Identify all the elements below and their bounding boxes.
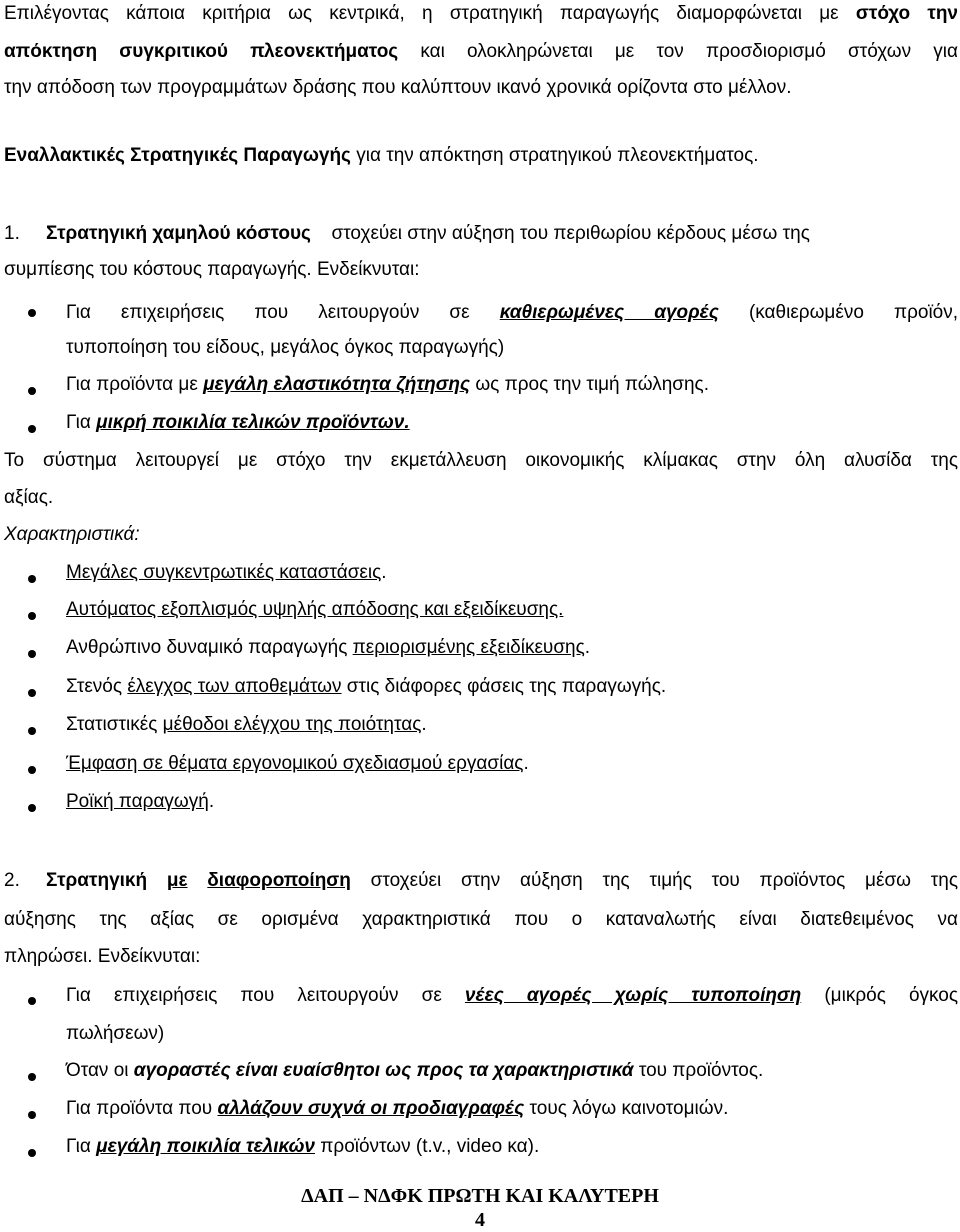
underlined: περιορισμένης εξειδίκευσης (352, 637, 585, 658)
emphasis: αλλάζουν συχνά οι προδιαγραφές (217, 1098, 525, 1119)
bullet-icon (28, 804, 36, 812)
text: στις διάφορες φάσεις της παραγωγής. (346, 676, 667, 697)
section-heading (4, 144, 958, 168)
s2-text: στοχεύει στην αύξηση της τιμής του προϊόντος μέσω της (370, 870, 958, 891)
bullet-text (66, 411, 958, 435)
text: και ολοκληρώνεται με τον προσδιορισμό στόχων για (420, 41, 958, 62)
heading-bold: Εναλλακτικές Στρατηγικές Παραγωγής (4, 145, 351, 166)
s2-number: 2. (4, 870, 20, 891)
text: ως προς την τιμή πώλησης. (475, 374, 709, 395)
bullet-icon (28, 650, 36, 658)
emphasis: μεγάλη ποικιλία τελικών (96, 1136, 315, 1157)
footer-title: ΔΑΠ – ΝΔΦΚ ΠΡΩΤΗ ΚΑΙ ΚΑΛΥΤΕΡΗ (301, 1185, 659, 1207)
emphasis: απόκτηση συγκριτικού πλεονεκτήματος (4, 41, 399, 62)
text: Για επιχειρήσεις που λειτουργούν σε (66, 985, 442, 1006)
text: Για (66, 1136, 91, 1157)
text: Ανθρώπινο δυναμικό παραγωγής (66, 637, 348, 658)
characteristics-label: Χαρακτηριστικά: (4, 524, 140, 545)
s2-line-3: πληρώσει. Ενδείκνυται: (4, 946, 201, 967)
bullet-text: Ανθρώπινο δυναμικό παραγωγής περιορισμένης εξειδίκευσης. (66, 637, 591, 658)
bullet-text (66, 1097, 958, 1121)
bullet-icon (28, 575, 36, 583)
bullet-text (66, 984, 958, 1008)
emphasis: μικρή ποικιλία τελικών προϊόντων. (96, 412, 410, 433)
bullet-icon (28, 1149, 36, 1157)
bullet-text (66, 675, 958, 699)
text: Όταν οι (66, 1060, 129, 1081)
bullet-text: Έμφαση σε θέματα εργονομικού σχεδιασμού εργασίας. (66, 753, 529, 774)
bullet-text-cont: πωλήσεων) (66, 1023, 165, 1044)
text: του προϊόντος. (638, 1060, 764, 1081)
bullet-icon (28, 727, 36, 735)
underlined: Αυτόματος εξοπλισμός υψηλής απόδοσης και εξειδίκευσης. (66, 599, 564, 620)
bullet-text (66, 1059, 958, 1083)
s1-paragraph-line-2: αξίας. (4, 487, 54, 508)
bullet-icon (28, 425, 36, 433)
bullet-icon (28, 997, 36, 1005)
text: (καθιερωμένο προϊόν, (748, 302, 959, 323)
s2-line-2: αύξησης της αξίας σε ορισμένα χαρακτηριστικά που ο καταναλωτής είναι διατεθειμένος να (4, 909, 958, 930)
emphasis: μεγάλη ελαστικότητα ζήτησης (203, 374, 471, 395)
text: Για (66, 412, 91, 433)
bullet-text (66, 1135, 958, 1159)
intro-line-2 (4, 40, 958, 64)
s1-title: Στρατηγική χαμηλού κόστους (46, 223, 311, 244)
underlined: μέθοδοι ελέγχου της ποιότητας (162, 714, 422, 735)
underlined: Ροϊκή παραγωγή (66, 791, 209, 812)
bullet-icon (28, 309, 36, 317)
bullet-text: Στατιστικές μέθοδοι ελέγχου της ποιότητας. (66, 714, 427, 735)
text: (μικρός όγκος (824, 985, 959, 1006)
text: Για προϊόντα που (66, 1098, 213, 1119)
bullet-icon (28, 766, 36, 774)
text: Για προϊόντα με (66, 374, 198, 395)
s1-line-2: συμπίεσης του κόστους παραγωγής. Ενδείκνυται: (4, 259, 420, 280)
text: Στατιστικές (66, 714, 158, 735)
bullet-icon (28, 387, 36, 395)
text: Για επιχειρήσεις που λειτουργούν σε (66, 302, 470, 323)
emphasis: καθιερωμένες αγορές (499, 302, 719, 323)
s1-title-line (46, 222, 958, 246)
bullet-text (66, 301, 958, 325)
intro-line-1 (4, 2, 958, 26)
intro-line-3: την απόδοση των προγραμμάτων δράσης που καλύπτουν ικανό χρονικά ορίζοντα στο μέλλον. (4, 77, 792, 98)
emphasis: στόχο την (855, 3, 959, 24)
text: προϊόντων (t.v., video κα). (320, 1136, 540, 1157)
underlined: Μεγάλες συγκεντρωτικές καταστάσεις (66, 562, 382, 583)
page-number: 4 (475, 1209, 485, 1231)
bullet-icon (28, 1111, 36, 1119)
s1-number: 1. (4, 223, 20, 244)
s1-paragraph-line-1: Το σύστημα λειτουργεί με στόχο την εκμετάλλευση οικονομικής κλίμακας στην όλη αλυσίδα της (4, 450, 958, 471)
text: Στενός (66, 676, 123, 697)
s2-title-line (46, 869, 958, 893)
bullet-icon (28, 689, 36, 697)
bullet-icon (28, 612, 36, 620)
emphasis: αγοραστές είναι ευαίσθητοι ως προς τα χαρακτηριστικά (133, 1060, 634, 1081)
text: τους λόγω καινοτομιών. (529, 1098, 729, 1119)
bullet-icon (28, 1073, 36, 1081)
s2-title-underlined: διαφοροποίηση (207, 870, 351, 891)
s2-title-underlined: με (166, 870, 188, 891)
s2-title: Στρατηγική (46, 870, 148, 891)
underlined: έλεγχος των αποθεμάτων (127, 676, 342, 697)
bullet-text (66, 373, 958, 397)
underlined: Έμφαση σε θέματα εργονομικού σχεδιασμού εργασίας (66, 753, 524, 774)
bullet-text: Ροϊκή παραγωγή. (66, 791, 215, 812)
text: Επιλέγοντας κάποια κριτήρια ως κεντρικά, η στρατηγική παραγωγής διαμορφώνεται με (4, 3, 839, 24)
emphasis: νέες αγορές χωρίς τυποποίηση (464, 985, 802, 1006)
s1-text: στοχεύει στην αύξηση του περιθωρίου κέρδους μέσω της (331, 223, 810, 244)
heading-rest: για την απόκτηση στρατηγικού πλεονεκτήματος. (356, 145, 759, 166)
bullet-text: Μεγάλες συγκεντρωτικές καταστάσεις. (66, 562, 387, 583)
bullet-text (66, 598, 958, 622)
bullet-text-cont: τυποποίηση του είδους, μεγάλος όγκος παραγωγής) (66, 337, 505, 358)
